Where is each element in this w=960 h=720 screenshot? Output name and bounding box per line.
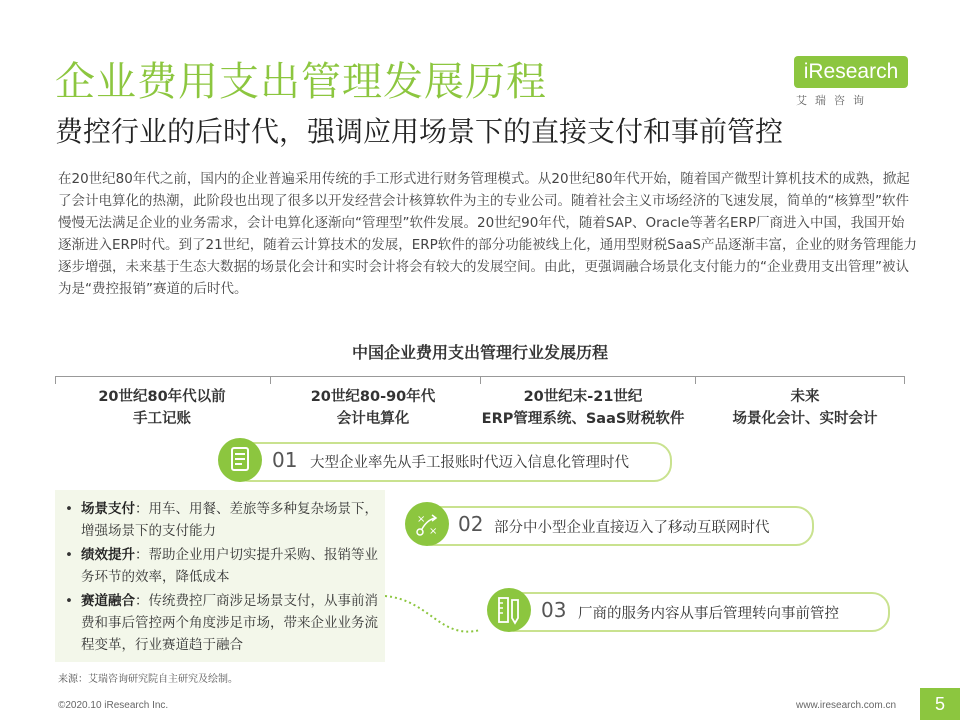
point-label: 场景支付 <box>81 501 135 517</box>
milestone-02-text: 部分中小型企业直接迈入了移动互联网时代 <box>494 520 770 536</box>
era-period: 20世纪末-21世纪 <box>523 389 643 405</box>
point-item <box>55 498 385 542</box>
milestone-01-text: 大型企业率先从手工报账时代迈入信息化管理时代 <box>310 455 629 471</box>
page-subtitle: 费控行业的后时代，强调应用场景下的直接支付和事前管控 <box>55 115 784 148</box>
chart-title: 中国企业费用支出管理行业发展历程 <box>351 343 608 362</box>
point-item <box>55 590 385 656</box>
benefits-panel <box>55 490 385 662</box>
ruler-pencil-icon <box>487 588 531 632</box>
page-title: 企业费用支出管理发展历程 <box>55 59 547 105</box>
logo-sub: 艾瑞咨询 <box>796 94 872 107</box>
era-label: ERP管理系统、SaaS财税软件 <box>481 411 685 427</box>
point-text: ：帮助企业用户切实提升采购、报销等业务环节的效率，降低成本 <box>81 547 378 585</box>
era-period: 20世纪80年代以前 <box>98 389 226 405</box>
point-text: ：传统费控厂商涉足场景支付，从事前消费和事后管控两个角度涉足市场，带来企业业务流程变革，行业赛道趋于融合 <box>81 593 378 653</box>
milestone-01-circle <box>218 438 262 482</box>
intro-paragraph: 在20世纪80年代之前，国内的企业普遍采用传统的手工形式进行财务管理模式。从20世纪80年代开始，随着国产微型计算机技术的成熟，掀起了会计电算化的热潮，此阶段也出现了很多以开发经营会计核算软件为主的专业公司。随着社会主义市场经济的飞速发展，简单的“核算型”软件慢慢无法满足企业的业务需求，会计电算化逐渐向“管理型”软件发展。20世纪90年代，随着SAP、Oracle等著名ERP厂商进入中国，我国开始逐渐进入ERP时代。到了21世纪，随着云计算技术的发展，ERP软件的部分功能被线上化，通用型财税SaaS产品逐渐丰富，企业的财务管理能力逐步增强，未来基于生态大数据的场景化会计和实时会计将会有较大的发展空间。由此，更强调融合场景化支付能力的“企业费用支出管理”被认为是“费控报销”赛道的后时代。 <box>58 171 917 297</box>
point-item <box>55 544 385 588</box>
era-period: 20世纪80-90年代 <box>310 389 436 405</box>
era-label: 手工记账 <box>133 411 191 427</box>
logo-brand: iResearch <box>794 56 908 88</box>
svg-text:×: × <box>417 514 426 525</box>
source-note: 来源：艾瑞咨询研究院自主研究及绘制。 <box>58 674 238 685</box>
era-label: 会计电算化 <box>336 411 410 427</box>
milestone-02-number: 02 <box>458 512 484 536</box>
page-number: 5 <box>920 688 960 720</box>
strategy-play-icon <box>405 502 449 546</box>
era-label: 场景化会计、实时会计 <box>732 411 878 427</box>
point-text: ：用车、用餐、差旅等多种复杂场景下，增强场景下的支付能力 <box>81 501 378 539</box>
milestone-03-number: 03 <box>541 598 567 622</box>
era-period: 未来 <box>790 389 820 405</box>
milestone-02-circle <box>405 502 449 546</box>
copyright: ©2020.10 iResearch Inc. <box>58 700 169 711</box>
milestone-03-circle <box>487 588 531 632</box>
point-label: 赛道融合 <box>81 593 135 609</box>
svg-text:×: × <box>429 526 438 537</box>
point-label: 绩效提升 <box>81 547 135 563</box>
milestone-01-number: 01 <box>272 448 298 472</box>
document-list-icon <box>218 438 262 482</box>
website-url: www.iresearch.com.cn <box>796 700 897 711</box>
milestone-03-text: 厂商的服务内容从事后管理转向事前管控 <box>578 606 839 622</box>
